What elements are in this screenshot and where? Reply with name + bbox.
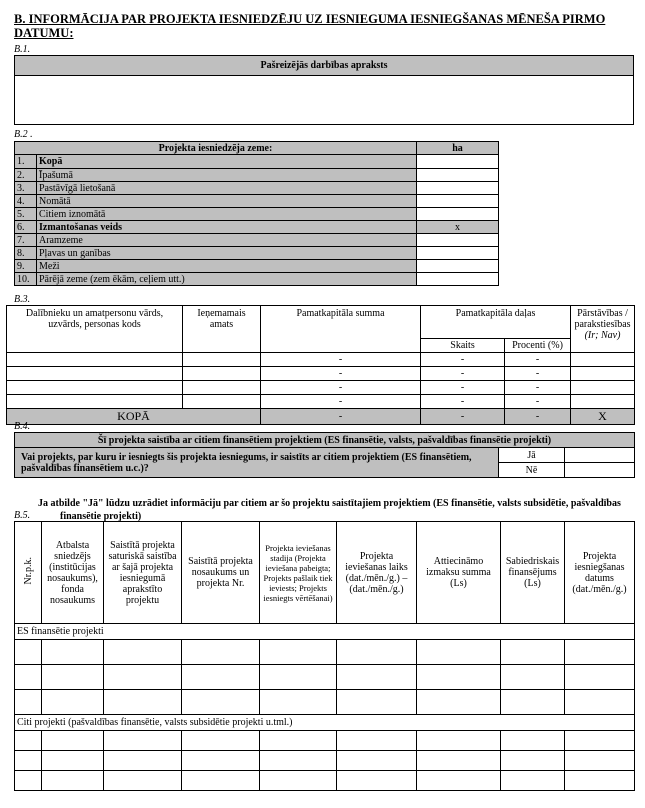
b2-row-value[interactable] bbox=[417, 182, 499, 195]
b2-col-title: Projekta iesniedzēja zeme: bbox=[15, 142, 417, 155]
b5-cell[interactable] bbox=[565, 690, 635, 715]
b5-cell[interactable] bbox=[104, 771, 182, 791]
b4-label: B.4. bbox=[14, 421, 31, 432]
b2-row-value[interactable] bbox=[417, 273, 499, 286]
b3-dash: - bbox=[505, 367, 571, 381]
b5-cell[interactable] bbox=[260, 665, 337, 690]
table-row bbox=[7, 381, 635, 395]
b5-cell[interactable] bbox=[501, 771, 565, 791]
b5-cell[interactable] bbox=[417, 751, 501, 771]
b5-cell[interactable] bbox=[565, 751, 635, 771]
b4-yes-checkbox[interactable] bbox=[565, 448, 635, 463]
b5-cell[interactable] bbox=[42, 665, 104, 690]
b2-row-value[interactable] bbox=[417, 169, 499, 182]
b5-header: Saistītā projekta nosaukums un projekta Nr. bbox=[182, 522, 260, 624]
b2-row-label: Pastāvīgā lietošanā bbox=[37, 182, 417, 195]
b2-row-label: Izmantošanas veids bbox=[37, 221, 417, 234]
b4-no-checkbox[interactable] bbox=[565, 463, 635, 478]
b2-row-num: 2. bbox=[15, 169, 37, 182]
b5-cell[interactable] bbox=[417, 771, 501, 791]
b5-group-es: ES finansētie projekti bbox=[15, 624, 635, 640]
b5-label: B.5. bbox=[14, 510, 31, 521]
b2-row-num: 6. bbox=[15, 221, 37, 234]
table-row bbox=[15, 640, 635, 665]
table-row bbox=[7, 395, 635, 409]
b5-cell[interactable] bbox=[260, 751, 337, 771]
b5-cell[interactable] bbox=[417, 690, 501, 715]
table-row bbox=[7, 367, 635, 381]
b5-cell[interactable] bbox=[104, 751, 182, 771]
b2-row-num: 3. bbox=[15, 182, 37, 195]
b5-cell[interactable] bbox=[417, 731, 501, 751]
b2-row-label: Pļavas un ganības bbox=[37, 247, 417, 260]
b3-dash: - bbox=[421, 381, 505, 395]
b3-cell[interactable] bbox=[7, 367, 183, 381]
b5-cell[interactable] bbox=[337, 771, 417, 791]
b3-dash: - bbox=[261, 381, 421, 395]
b5-cell[interactable] bbox=[501, 731, 565, 751]
b3-dash: - bbox=[505, 409, 571, 425]
b3-total-row bbox=[7, 409, 635, 425]
b5-cell[interactable] bbox=[337, 690, 417, 715]
b2-row-label: Nomātā bbox=[37, 195, 417, 208]
b3-cell[interactable] bbox=[571, 381, 635, 395]
b3-table bbox=[6, 305, 635, 425]
b5-cell[interactable] bbox=[565, 665, 635, 690]
b5-cell[interactable] bbox=[104, 640, 182, 665]
b5-cell[interactable] bbox=[15, 640, 42, 665]
b2-row-value[interactable] bbox=[417, 234, 499, 247]
b2-row-label: Kopā bbox=[37, 155, 417, 169]
b5-header-nr bbox=[15, 522, 42, 624]
b5-header: Projekta iesniegšanas datums (dat./mēn./g.) bbox=[565, 522, 635, 624]
b3-total-mark: X bbox=[571, 409, 635, 425]
section-header bbox=[14, 12, 614, 40]
b2-row-value[interactable] bbox=[417, 247, 499, 260]
b4-table bbox=[14, 432, 635, 478]
b3-header-capital-shares: Pamatkapitāla daļas bbox=[421, 306, 571, 339]
b3-dash: - bbox=[261, 367, 421, 381]
b4-no-label: Nē bbox=[499, 463, 565, 478]
b5-cell[interactable] bbox=[260, 640, 337, 665]
b5-cell[interactable] bbox=[337, 731, 417, 751]
b5-cell[interactable] bbox=[15, 751, 42, 771]
b5-cell[interactable] bbox=[15, 771, 42, 791]
b2-row-num: 8. bbox=[15, 247, 37, 260]
b5-header: Projekta ieviešanas stadija (Projekta ieviešana pabeigta; Projekts pašlaik tiek ieviests; Projekts iesniegts vērtēšanai) bbox=[260, 522, 337, 624]
b3-header-percent: Procenti (%) bbox=[505, 339, 571, 353]
b5-cell[interactable] bbox=[501, 665, 565, 690]
b2-row-label: Pārējā zeme (zem ēkām, ceļiem utt.) bbox=[37, 273, 417, 286]
b5-cell[interactable] bbox=[42, 771, 104, 791]
b3-dash: - bbox=[421, 395, 505, 409]
b5-cell[interactable] bbox=[501, 751, 565, 771]
b5-cell[interactable] bbox=[565, 771, 635, 791]
b2-row-label: Citiem iznomātā bbox=[37, 208, 417, 221]
b5-cell[interactable] bbox=[337, 751, 417, 771]
b3-cell[interactable] bbox=[183, 381, 261, 395]
table-row bbox=[7, 353, 635, 367]
b2-row-num: 9. bbox=[15, 260, 37, 273]
b5-header-nr-text: Nr.p.k. bbox=[22, 557, 34, 585]
b5-header: Atbalsta sniedzējs (institūcijas nosaukums), fonda nosaukums bbox=[42, 522, 104, 624]
b5-cell[interactable] bbox=[104, 731, 182, 751]
b3-header-name: Dalībnieku un amatpersonu vārds, uzvārds, personas kods bbox=[7, 306, 183, 353]
b2-row-label: Meži bbox=[37, 260, 417, 273]
b5-header: Saistītā projekta saturiskā saistība ar šajā projekta iesniegumā aprakstīto projektu bbox=[104, 522, 182, 624]
b5-cell[interactable] bbox=[337, 640, 417, 665]
b5-cell[interactable] bbox=[501, 690, 565, 715]
b3-total-label: KOPĀ bbox=[7, 409, 261, 425]
b5-cell[interactable] bbox=[260, 731, 337, 751]
b3-header-representation bbox=[571, 306, 635, 353]
b3-dash: - bbox=[261, 409, 421, 425]
b2-row-value[interactable] bbox=[417, 260, 499, 273]
b5-group-other: Citi projekti (pašvaldības finansētie, valsts subsidētie projekti u.tml.) bbox=[15, 715, 635, 731]
b5-cell[interactable] bbox=[337, 665, 417, 690]
b3-dash: - bbox=[505, 395, 571, 409]
b5-cell[interactable] bbox=[15, 665, 42, 690]
b2-row-value[interactable] bbox=[417, 195, 499, 208]
b5-cell[interactable] bbox=[182, 665, 260, 690]
b2-col-unit: ha bbox=[417, 142, 499, 155]
b5-header: Sabiedriskais finansējums (Ls) bbox=[501, 522, 565, 624]
b5-cell[interactable] bbox=[15, 731, 42, 751]
b5-cell[interactable] bbox=[417, 665, 501, 690]
b3-dash: - bbox=[421, 353, 505, 367]
b2-row-num: 10. bbox=[15, 273, 37, 286]
b3-header-count: Skaits bbox=[421, 339, 505, 353]
b3-representation-text: Pārstāvības / parakstiesības bbox=[574, 308, 631, 330]
b1-description-field[interactable] bbox=[15, 76, 634, 125]
b3-header-capital-sum: Pamatkapitāla summa bbox=[261, 306, 421, 353]
b3-cell[interactable] bbox=[7, 353, 183, 367]
b3-label: B.3. bbox=[14, 294, 31, 305]
b5-cell[interactable] bbox=[182, 751, 260, 771]
b3-cell[interactable] bbox=[571, 353, 635, 367]
table-row bbox=[15, 751, 635, 771]
b3-dash: - bbox=[421, 409, 505, 425]
b1-table bbox=[14, 55, 634, 125]
b3-cell[interactable] bbox=[7, 395, 183, 409]
b2-row-value[interactable] bbox=[417, 208, 499, 221]
b5-cell[interactable] bbox=[182, 640, 260, 665]
b1-title: Pašreizējās darbības apraksts bbox=[15, 56, 634, 76]
table-row bbox=[15, 771, 635, 791]
b5-header: Projekta ieviešanas laiks (dat./mēn./g.) – (dat./mēn./g.) bbox=[337, 522, 417, 624]
b3-cell[interactable] bbox=[183, 353, 261, 367]
b3-cell[interactable] bbox=[7, 381, 183, 395]
b3-cell[interactable] bbox=[183, 367, 261, 381]
b4-yes-label: Jā bbox=[499, 448, 565, 463]
table-row bbox=[15, 690, 635, 715]
b3-cell[interactable] bbox=[183, 395, 261, 409]
b2-row-num: 4. bbox=[15, 195, 37, 208]
b5-cell[interactable] bbox=[104, 690, 182, 715]
b3-header-position: Ieņemamais amats bbox=[183, 306, 261, 353]
table-row bbox=[15, 665, 635, 690]
b5-cell[interactable] bbox=[15, 690, 42, 715]
b5-cell[interactable] bbox=[260, 690, 337, 715]
b5-header: Attiecināmo izmaksu summa (Ls) bbox=[417, 522, 501, 624]
b2-label: B.2 . bbox=[14, 129, 33, 140]
b5-cell[interactable] bbox=[565, 640, 635, 665]
b5-cell[interactable] bbox=[104, 665, 182, 690]
b5-cell[interactable] bbox=[260, 771, 337, 791]
b2-row-num: 5. bbox=[15, 208, 37, 221]
table-row bbox=[15, 731, 635, 751]
b5-cell[interactable] bbox=[417, 640, 501, 665]
b3-dash: - bbox=[261, 353, 421, 367]
b2-row-value[interactable] bbox=[417, 155, 499, 169]
b1-label: B.1. bbox=[14, 44, 31, 55]
b2-table bbox=[14, 141, 499, 286]
section-header-line2: DATUMU: bbox=[14, 26, 74, 40]
b3-cell[interactable] bbox=[571, 395, 635, 409]
b5-table bbox=[14, 521, 635, 791]
b5-cell[interactable] bbox=[182, 731, 260, 751]
b3-dash: - bbox=[261, 395, 421, 409]
b2-row-value: x bbox=[417, 221, 499, 234]
b5-note: Ja atbilde "Jā" lūdzu uzrādiet informāciju par citiem ar šo projektu saistītajiem projektiem (ES finansētie, valsts subsidētie, pašvaldības finansētie projekti) bbox=[38, 498, 621, 522]
b3-representation-note: (Ir; Nav) bbox=[584, 330, 621, 341]
b3-dash: - bbox=[421, 367, 505, 381]
b5-cell[interactable] bbox=[182, 771, 260, 791]
b5-cell[interactable] bbox=[182, 690, 260, 715]
b2-row-label: Aramzeme bbox=[37, 234, 417, 247]
section-header-line1: B. INFORMĀCIJA PAR PROJEKTA IESNIEDZĒJU UZ IESNIEGUMA IESNIEGŠANAS MĒNEŠA PIRMO bbox=[14, 12, 606, 26]
b5-cell[interactable] bbox=[501, 640, 565, 665]
b4-title: Šī projekta saistība ar citiem finansētiem projektiem (ES finansētie, valsts, pašvaldības finansētie projekti) bbox=[15, 433, 635, 448]
b4-question: Vai projekts, par kuru ir iesniegts šis projekta iesniegums, ir saistīts ar citiem projektiem (ES finansētiem, pašvaldības finansētiem u.c.)? bbox=[15, 448, 499, 478]
b5-cell[interactable] bbox=[42, 690, 104, 715]
b3-dash: - bbox=[505, 353, 571, 367]
b2-row-label: Īpašumā bbox=[37, 169, 417, 182]
b5-cell[interactable] bbox=[42, 751, 104, 771]
b3-cell[interactable] bbox=[571, 367, 635, 381]
b2-row-num: 7. bbox=[15, 234, 37, 247]
b2-row-num: 1. bbox=[15, 155, 37, 169]
b3-dash: - bbox=[505, 381, 571, 395]
b5-cell[interactable] bbox=[42, 640, 104, 665]
b5-cell[interactable] bbox=[565, 731, 635, 751]
b5-cell[interactable] bbox=[42, 731, 104, 751]
